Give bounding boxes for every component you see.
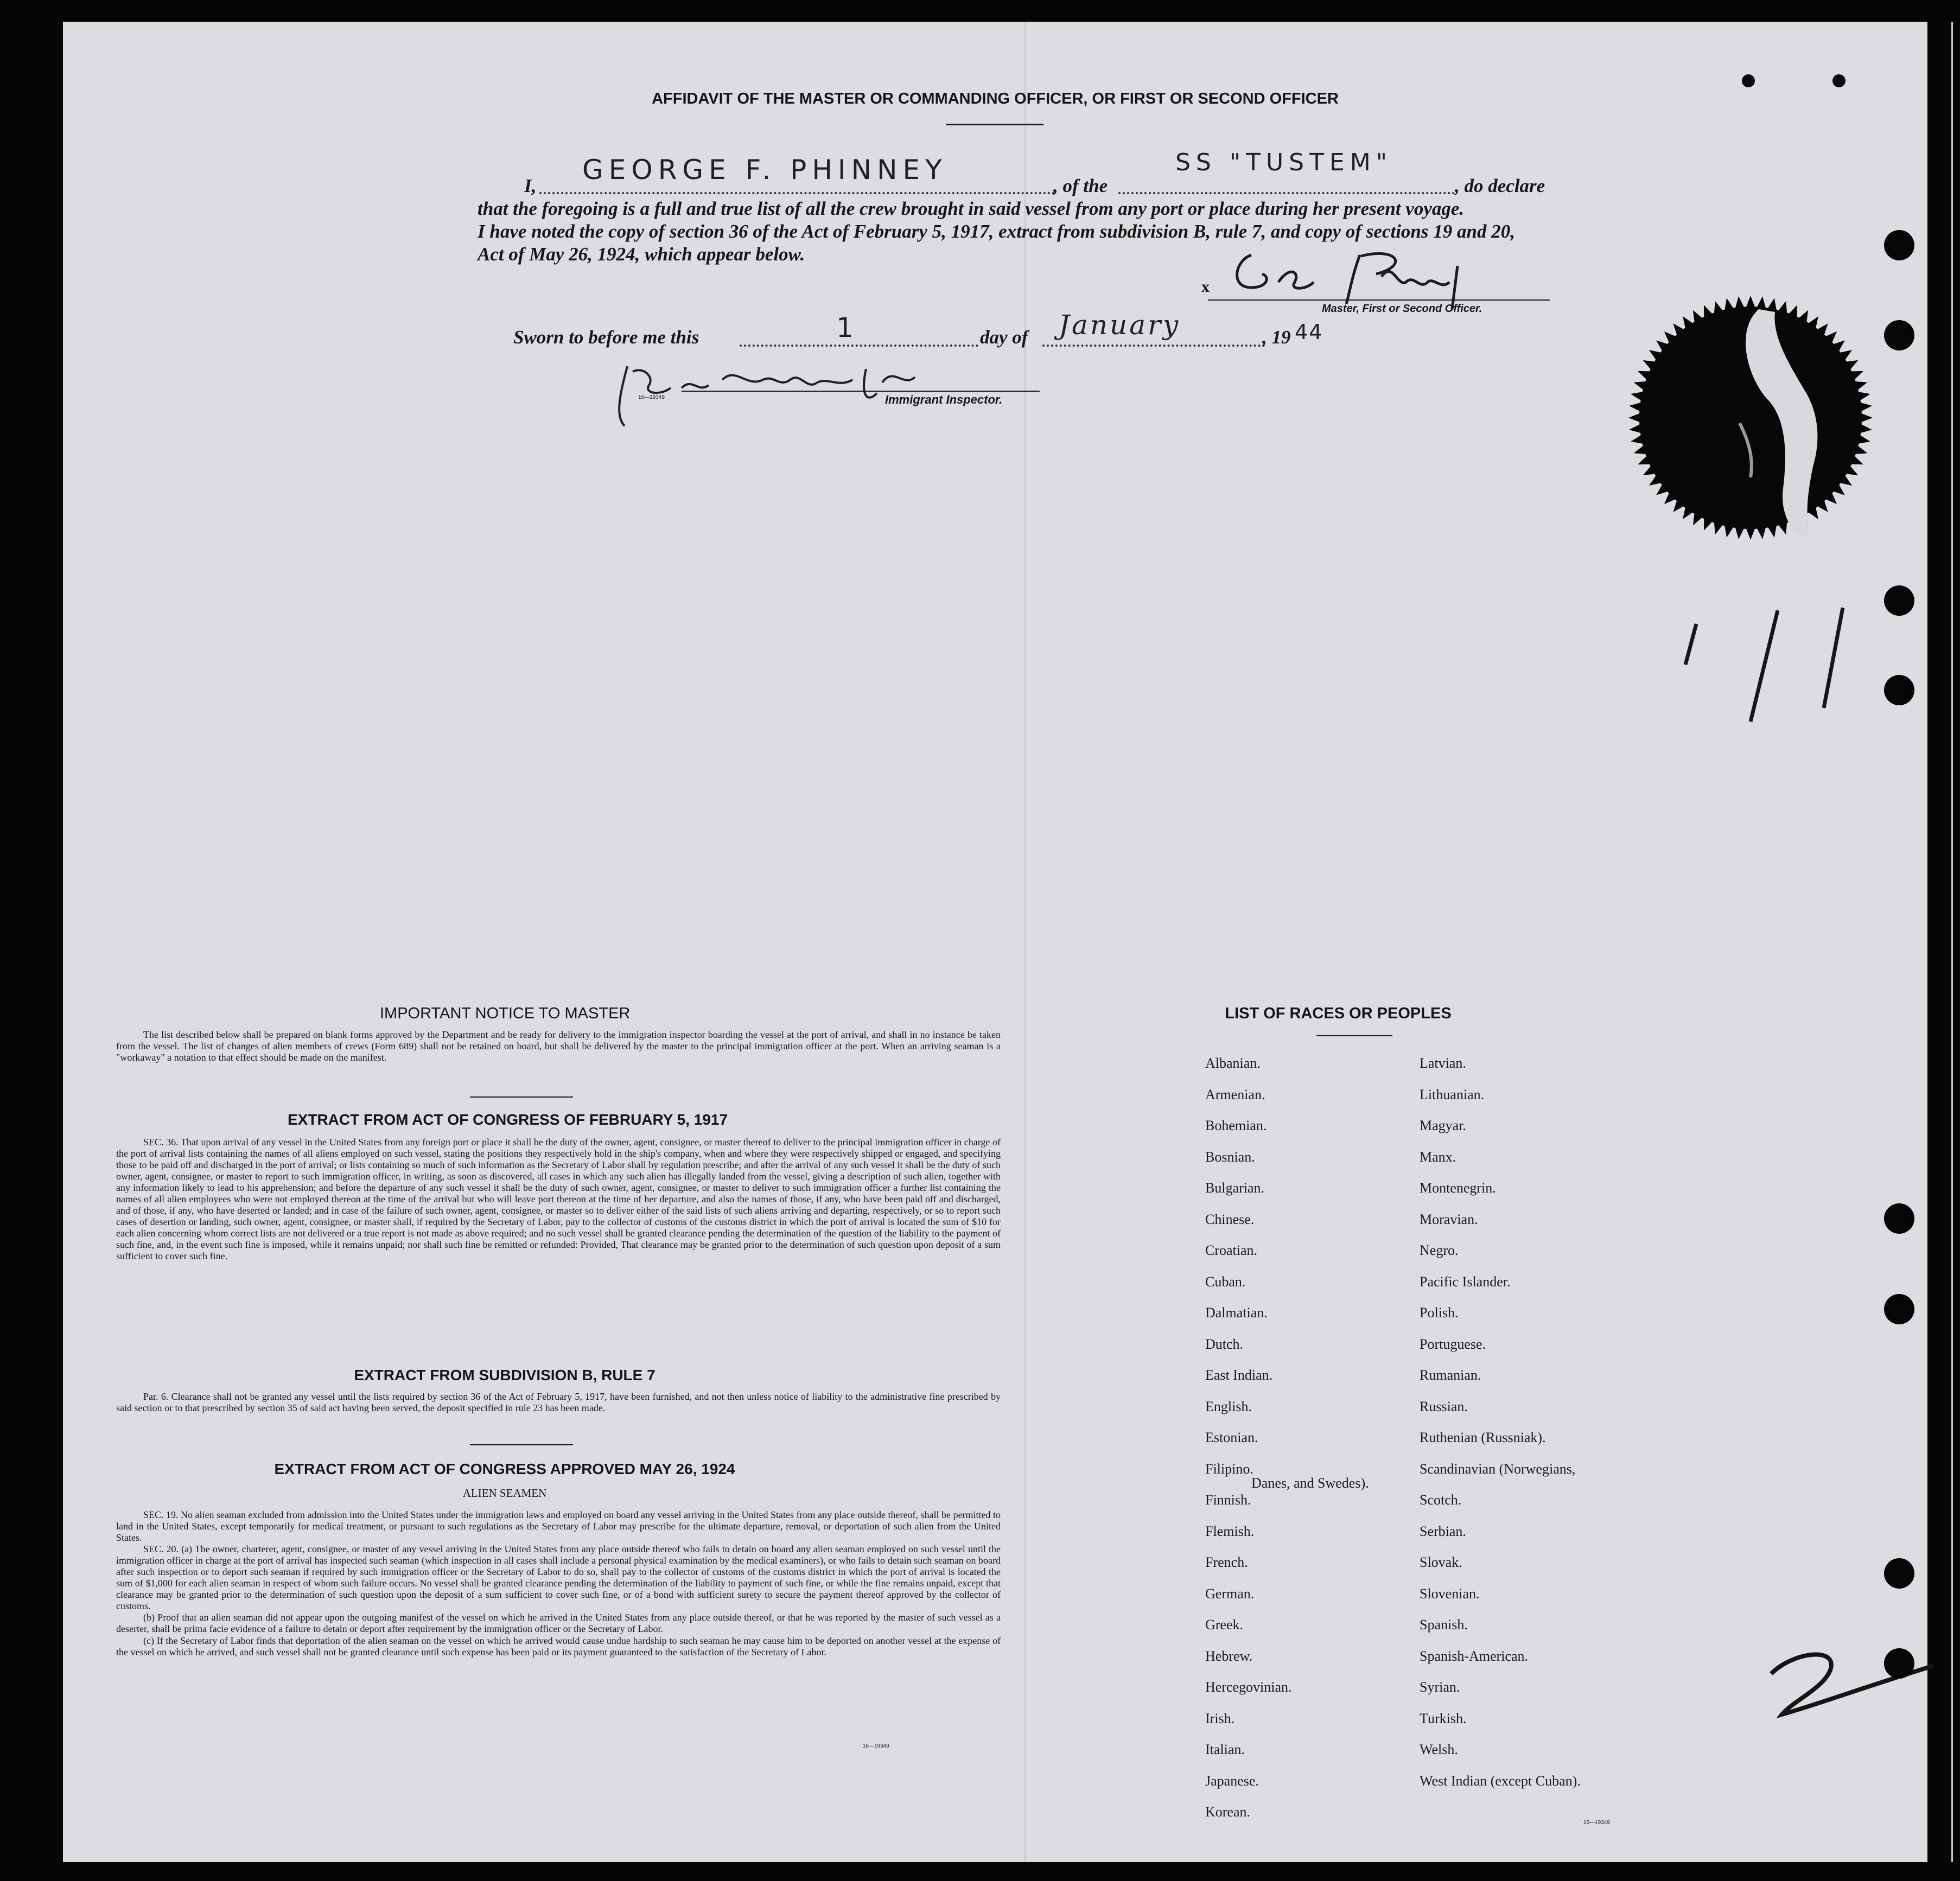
signature-line (1208, 299, 1550, 301)
race-item: Dutch. (1205, 1336, 1244, 1352)
race-item: Finnish. (1205, 1492, 1251, 1508)
race-item: Rumanian. (1420, 1367, 1481, 1383)
binder-hole (1884, 1203, 1914, 1234)
master-name-handwritten: GEORGE F. PHINNEY (582, 154, 947, 186)
race-item: Danes, and Swedes). (1251, 1475, 1369, 1491)
race-item: Croatian. (1205, 1242, 1258, 1258)
sworn-year-handwritten: 44 (1295, 320, 1323, 344)
race-item: Turkish. (1420, 1710, 1467, 1726)
day-dotted-line (740, 345, 978, 347)
races-rule (1316, 1035, 1392, 1036)
sworn-mid: day of (980, 327, 1028, 348)
binder-hole (1884, 1294, 1914, 1324)
race-item: Russian. (1420, 1398, 1468, 1414)
races-title: LIST OF RACES OR PEOPLES (1225, 1005, 1452, 1022)
subdivision-b-rule (470, 1444, 573, 1445)
alien-seamen-subtitle: ALIEN SEAMEN (462, 1487, 547, 1500)
race-item: Negro. (1420, 1242, 1459, 1258)
race-item: Slovenian. (1420, 1585, 1480, 1602)
race-item: Chinese. (1205, 1211, 1255, 1227)
race-item: Hebrew. (1205, 1648, 1253, 1664)
affidavit-line1-suffix: , do declare (1455, 175, 1545, 196)
race-item: Scandinavian (Norwegians, (1420, 1461, 1576, 1477)
race-item: Armenian. (1205, 1086, 1265, 1102)
binder-hole (1884, 320, 1914, 350)
affidavit-line2: that the foregoing is a full and true list of all the crew brought in said vessel from any port or place during her present voyage. (478, 198, 1465, 219)
race-item: French. (1205, 1554, 1248, 1570)
extract-1924-body (116, 1509, 1001, 1658)
binder-hole (1884, 1558, 1914, 1589)
inspector-form-number: 16—19349 (638, 394, 665, 400)
extract-1924-title: EXTRACT FROM ACT OF CONGRESS APPROVED MAY 26, 1924 (274, 1461, 735, 1477)
race-item: Flemish. (1205, 1523, 1255, 1539)
notice-body (116, 1029, 1001, 1063)
subdivision-b-body (116, 1391, 1001, 1414)
right-fold (1951, 22, 1953, 1862)
race-item: Serbian. (1420, 1523, 1466, 1539)
race-item: Ruthenian (Russniak). (1420, 1430, 1546, 1445)
race-item: Magyar. (1420, 1118, 1466, 1133)
race-item: Spanish. (1420, 1617, 1468, 1633)
punch-hole (1832, 74, 1846, 87)
vessel-name-handwritten: SS "TUSTEM" (1175, 149, 1392, 176)
race-item: Moravian. (1420, 1211, 1478, 1227)
race-item: Scotch. (1420, 1492, 1462, 1508)
race-item: West Indian (except Cuban). (1420, 1772, 1581, 1789)
month-dotted-line (1042, 345, 1265, 347)
right-form-number: 16—19349 (1583, 1820, 1610, 1826)
race-item: Welsh. (1420, 1742, 1458, 1757)
extract-1917-title: EXTRACT FROM ACT OF CONGRESS OF FEBRUARY 5, 1917 (288, 1111, 728, 1128)
sec20c-paragraph: (c) If the Secretary of Labor finds that deportation of the alien seaman on the vessel on which he arrived would cause undue hardship to such seaman he may cause him to be deported on another vessel at the expense of the vessel on which he arrived, and such vessel shall not be granted clearance until such expense has been paid or its payment guaranteed to the satisfaction of the Secretary of Labor. (116, 1635, 1001, 1657)
race-item: Estonian. (1205, 1430, 1258, 1445)
binder-hole (1884, 230, 1914, 260)
race-item: Polish. (1420, 1305, 1459, 1321)
affidavit-title: AFFIDAVIT OF THE MASTER OR COMMANDING OFFICER, OR FIRST OR SECOND OFFICER (652, 90, 1339, 107)
race-item: Korean. (1205, 1804, 1251, 1820)
race-item: Japanese. (1205, 1772, 1259, 1789)
sec36-paragraph: SEC. 36. That upon arrival of any vessel in the United States from any foreign port or place it shall be the duty of the owner, agent, consignee, or master thereof to deliver to the principal immigration officer in charge of the port of arrival lists containing the names of all aliens employed on such vessel, stating the positions they respectively hold in the ship's company, when and where they were respectively shipped or engaged, and specifying those to be paid off and discharged in the port of arrival; or lists containing so much of such information as the Secretary of Labor shall by regulation prescribe; and after the arrival of any such vessel it shall be the duty of such owner, agent, consignee, or master to report to such immigration officer, in writing, as soon as discovered, all cases in which any such alien has illegally landed from the vessel, giving a description of such alien, together with any information likely to lead to his apprehension; and before the departure of any such vessel it shall be the duty of such owner, agent, consignee, or master to deliver to such immigration officer a further list containing the names of all alien employees who were not employed thereon at the time of the arrival but who will leave port thereon at the time of her departure, and also the names of those, if any, who have been paid off and discharged, and of those, if any, who have deserted or landed; and in case of the failure of such owner, agent, consignee, or master so to deliver either of the said lists of such aliens arriving and departing, respectively, or so to report such cases of desertion or landing, such owner, agent, consignee, or master shall, if required by the Secretary of Labor, pay to the collector of customs of the customs district in which the port of arrival is located the sum of $10 for each alien concerning whom correct lists are not delivered or a true report is not made as above required; and no such vessel shall be granted clearance pending the determination of the question of the liability to the payment of such fine, and, in the event such fine is imposed, while it remains unpaid; nor shall such fine be remitted or refunded: Provided, That clearance may be granted prior to the determination of such question upon deposit of a sum sufficient to cover such fine. (116, 1137, 1001, 1262)
race-item: Cuban. (1205, 1273, 1246, 1290)
race-item: East Indian. (1205, 1367, 1273, 1383)
race-item: Syrian. (1420, 1679, 1460, 1695)
signature-x-mark: x (1201, 278, 1210, 296)
race-item: Latvian. (1420, 1055, 1466, 1071)
signature-caption: Master, First or Second Officer. (1322, 303, 1482, 315)
punch-hole (1742, 74, 1755, 87)
race-item: Dalmatian. (1205, 1305, 1268, 1321)
race-item: German. (1205, 1585, 1255, 1602)
race-item: Bosnian. (1205, 1149, 1255, 1165)
subdivision-b-title: EXTRACT FROM SUBDIVISION B, RULE 7 (354, 1367, 656, 1383)
sec19-paragraph: SEC. 19. No alien seaman excluded from admission into the United States under the immigration laws and employed on board any vessel arriving in the United States from any place outside thereof, shall be permitted to land in the United States, except temporarily for medical treatment, or pursuant to such regulations as the Secretary of Labor may prescribe for the ultimate departure, removal, or deportation of such alien from the United States. (116, 1509, 1001, 1544)
race-item: Greek. (1205, 1617, 1244, 1633)
extract-1917-body (116, 1137, 1001, 1262)
race-item: Portuguese. (1420, 1336, 1486, 1352)
binder-hole (1884, 675, 1914, 705)
sworn-prefix: Sworn to before me this (513, 327, 699, 348)
race-item: Albanian. (1205, 1055, 1261, 1071)
inspector-caption: Immigrant Inspector. (885, 393, 1003, 406)
affidavit-line1-mid: , of the (1053, 175, 1108, 196)
inspector-line (682, 391, 1040, 392)
sworn-year-prefix: , 19 (1262, 327, 1291, 348)
notice-paragraph: The list described below shall be prepared on blank forms approved by the Department and be ready for delivery to the immigration inspector boarding the vessel at the port of arrival, and shall in no instance be taken from the vessel. The list of changes of alien members of crews (Form 689) shall not be retained on board, but shall be delivered by the master to the principal immigration officer at the port. When an arriving seaman is a "workaway" a notation to that effect should be made on the manifest. (116, 1029, 1001, 1063)
title-rule (946, 124, 1043, 125)
race-item: Slovak. (1420, 1554, 1462, 1570)
page-count-handwritten (1669, 583, 1886, 732)
race-item: Filipino. (1205, 1461, 1253, 1477)
race-item: Hercegovinian. (1205, 1679, 1292, 1695)
binder-hole (1884, 1648, 1914, 1679)
left-form-number: 16—19349 (863, 1743, 889, 1749)
document-page (63, 22, 1927, 1862)
race-item: Irish. (1205, 1710, 1235, 1726)
affidavit-line1-prefix: I, (524, 175, 537, 196)
race-item: Manx. (1420, 1149, 1456, 1165)
affidavit-line4: Act of May 26, 1924, which appear below. (478, 244, 805, 265)
sworn-day-handwritten: 1 (836, 312, 859, 343)
race-item: Montenegrin. (1420, 1180, 1496, 1196)
race-item: Bulgarian. (1205, 1180, 1265, 1196)
race-item: Spanish-American. (1420, 1648, 1529, 1664)
sworn-month-handwritten: January (1059, 309, 1181, 341)
center-fold (1024, 22, 1026, 1862)
notice-title: IMPORTANT NOTICE TO MASTER (380, 1005, 631, 1022)
sec20b-paragraph: (b) Proof that an alien seaman did not appear upon the outgoing manifest of the vessel on which he arrived in the United States from any place outside thereof, or that he was reported by the master of such vessel as a deserter, shall be prima facie evidence of a failure to detain or deport after requirement by the immigration officer or the Secretary of Labor. (116, 1612, 1001, 1635)
affidavit-line3: I have noted the copy of section 36 of the Act of February 5, 1917, extract from subdivision B, rule 7, and copy of sections 19 and 20, (478, 221, 1515, 242)
vessel-dotted-line (1118, 192, 1455, 194)
name-dotted-line (539, 192, 1055, 194)
race-item: English. (1205, 1398, 1252, 1414)
par6-paragraph: Par. 6. Clearance shall not be granted any vessel until the lists required by section 36 of the Act of February 5, 1917, have been furnished, and not then unless notice of liability to the administrative fine prescribed by said section or to that prescribed by section 35 of said act having been served, the deposit specified in rule 23 has been made. (116, 1391, 1001, 1414)
race-item: Bohemian. (1205, 1118, 1267, 1133)
notice-rule (470, 1096, 573, 1098)
sec20a-paragraph: SEC. 20. (a) The owner, charterer, agent, consignee, or master of any vessel arriving in the United States from any place outside thereof who fails to detain on board any alien seaman employed on such vessel until the immigration officer in charge at the port of arrival has inspected such seaman (which inspection in all cases shall include a personal physical examination by the medical examiners), or who fails to detain such seaman on board after such inspection or to deport such seaman if required by such immigration officer or the Secretary of Labor to do so, shall pay to the collector of customs of the customs district in which the port of arrival is located the sum of $1,000 for each alien seaman in respect of whom such failure occurs. No vessel shall be granted clearance pending the determination of the liability to payment of such fine, or while the fine remains unpaid, except that clearance may be granted prior to the determination of such question upon the deposit of a sum sufficient to cover such fine, or of a bond with sufficient surety to secure the payment thereof approved by the collector of customs. (116, 1544, 1001, 1612)
binder-hole (1884, 585, 1914, 616)
seal-stamp (1626, 282, 1875, 564)
race-item: Italian. (1205, 1742, 1245, 1757)
number-2-handwritten (1760, 1641, 1945, 1723)
race-item: Lithuanian. (1420, 1086, 1485, 1102)
race-item: Pacific Islander. (1420, 1273, 1511, 1290)
